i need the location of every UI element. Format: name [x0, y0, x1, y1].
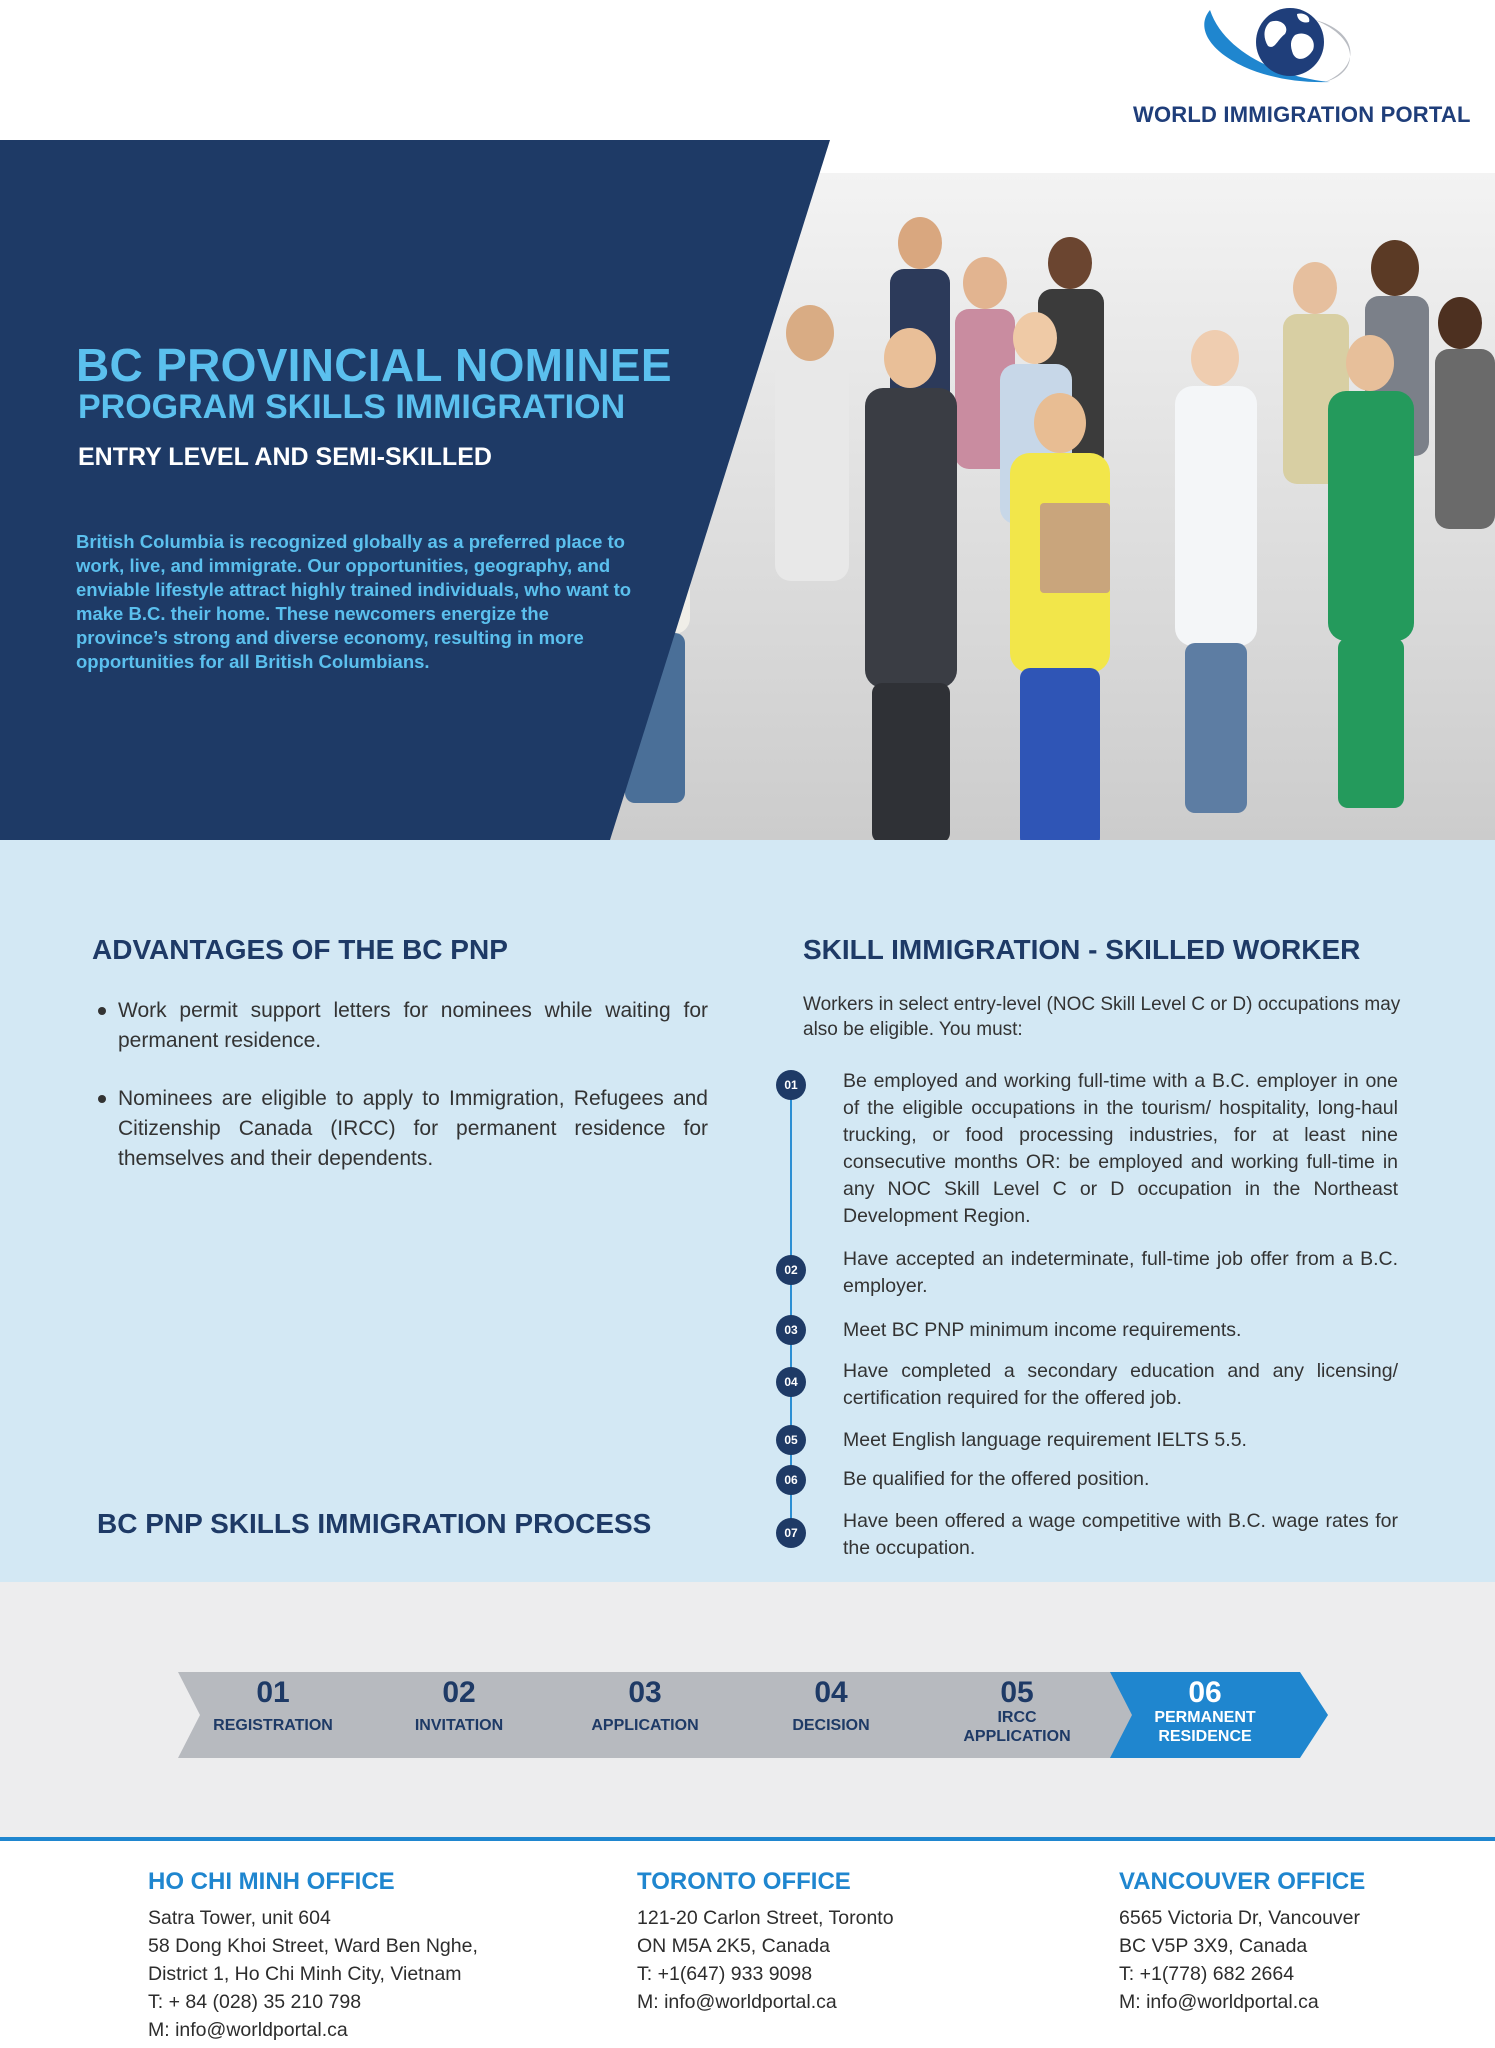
hero-subtitle: ENTRY LEVEL AND SEMI-SKILLED	[78, 443, 492, 471]
office-vancouver	[1119, 1868, 1365, 2016]
advantage-item: Nominees are eligible to apply to Immigration, Refugees and Citizenship Canada (IRCC) for permanent residence for themselves and their dependents.	[98, 1084, 708, 1174]
requirement-text: Have completed a secondary education and any licensing/ certification required for the offered job.	[843, 1360, 1398, 1409]
globe-logo-icon	[1125, 0, 1455, 100]
advantages-title: ADVANTAGES OF THE BC PNP	[92, 934, 508, 965]
hero-intro-paragraph: British Columbia is recognized globally as a preferred place to work, live, and immigrate. Our opportunities, geography, and enviable lifestyle attract highly trained individuals, who want to make B.C. their home. These newcomers energize the province’s strong and diverse economy, resulting in more opportunities for all British Columbians.	[76, 531, 632, 672]
requirement-text: Be employed and working full-time with a B.C. employer in one of the eligible occupations in the tourism/ hospitality, long-haul trucking, or food processing industries, for at least nine consecutive months OR: be employed and working full-time in any NOC Skill Level C or D occupation in the Northeast Development Region.	[843, 1070, 1398, 1227]
skilled-worker-title: SKILL IMMIGRATION - SKILLED WORKER	[803, 934, 1361, 965]
requirement-number-badge: 05	[776, 1425, 806, 1455]
office-address-line: ON M5A 2K5, Canada	[637, 1935, 830, 1957]
requirement-text: Be qualified for the offered position.	[843, 1468, 1150, 1490]
requirement-number-badge: 01	[776, 1070, 806, 1100]
office-address-line: 121-20 Carlon Street, Toronto	[637, 1907, 894, 1929]
hero-title: BC PROVINCIAL NOMINEE	[76, 339, 672, 391]
office-phone: T: + 84 (028) 35 210 798	[148, 1991, 362, 2013]
process-step-decision: 04 DECISION	[736, 1672, 954, 1758]
office-address-line: Satra Tower, unit 604	[148, 1907, 331, 1929]
office-email: M: info@worldportal.ca	[148, 2019, 348, 2041]
hero-navy-panel	[0, 140, 830, 840]
process-step-permanent-residence: 06 PERMANENT RESIDENCE	[1110, 1672, 1328, 1758]
office-title: TORONTO OFFICE	[637, 1868, 851, 1895]
process-step-invitation: 02 INVITATION	[364, 1672, 582, 1758]
office-phone: T: +1(778) 682 2664	[1119, 1963, 1295, 1985]
requirement-number-badge: 07	[776, 1518, 806, 1548]
office-phone: T: +1(647) 933 9098	[637, 1963, 813, 1985]
office-ho-chi-minh	[148, 1868, 478, 2044]
requirement-text: Meet English language requirement IELTS 5.5.	[843, 1429, 1247, 1451]
requirement-text: Have been offered a wage competitive with B.C. wage rates for the occupation.	[843, 1510, 1398, 1559]
bullet-icon	[98, 1095, 106, 1103]
office-address-line: 6565 Victoria Dr, Vancouver	[1119, 1907, 1360, 1929]
advantage-item: Work permit support letters for nominees while waiting for permanent residence.	[98, 996, 708, 1056]
skilled-worker-intro: Workers in select entry-level (NOC Skill Level C or D) occupations may also be eligible. You must:	[803, 994, 1401, 1040]
office-title: VANCOUVER OFFICE	[1119, 1868, 1366, 1895]
process-step-registration: 01 REGISTRATION	[178, 1672, 396, 1758]
requirement-text: Have accepted an indeterminate, full-time job offer from a B.C. employer.	[843, 1248, 1398, 1297]
process-step-ircc-application: 05 IRCC APPLICATION	[922, 1672, 1140, 1758]
office-title: HO CHI MINH OFFICE	[148, 1868, 395, 1895]
process-step-application: 03 APPLICATION	[550, 1672, 768, 1758]
office-address-line: BC V5P 3X9, Canada	[1119, 1935, 1308, 1957]
footer-divider	[0, 1837, 1495, 1841]
brand-logo	[1125, 0, 1471, 135]
office-address-line: District 1, Ho Chi Minh City, Vietnam	[148, 1963, 462, 1985]
process-title: BC PNP SKILLS IMMIGRATION PROCESS	[97, 1508, 652, 1539]
requirement-text: Meet BC PNP minimum income requirements.	[843, 1319, 1242, 1341]
requirement-number-badge: 06	[776, 1465, 806, 1495]
office-toronto	[637, 1868, 894, 2016]
bullet-icon	[98, 1007, 106, 1015]
office-email: M: info@worldportal.ca	[1119, 1991, 1319, 2013]
hero-title-line-2: PROGRAM SKILLS IMMIGRATION	[78, 388, 626, 426]
requirement-number-badge: 04	[776, 1367, 806, 1397]
brand-name: WORLD IMMIGRATION PORTAL	[1133, 102, 1471, 127]
office-address-line: 58 Dong Khoi Street, Ward Ben Nghe,	[148, 1935, 478, 1957]
requirement-number-badge: 02	[776, 1255, 806, 1285]
office-email: M: info@worldportal.ca	[637, 1991, 837, 2013]
requirement-number-badge: 03	[776, 1315, 806, 1345]
